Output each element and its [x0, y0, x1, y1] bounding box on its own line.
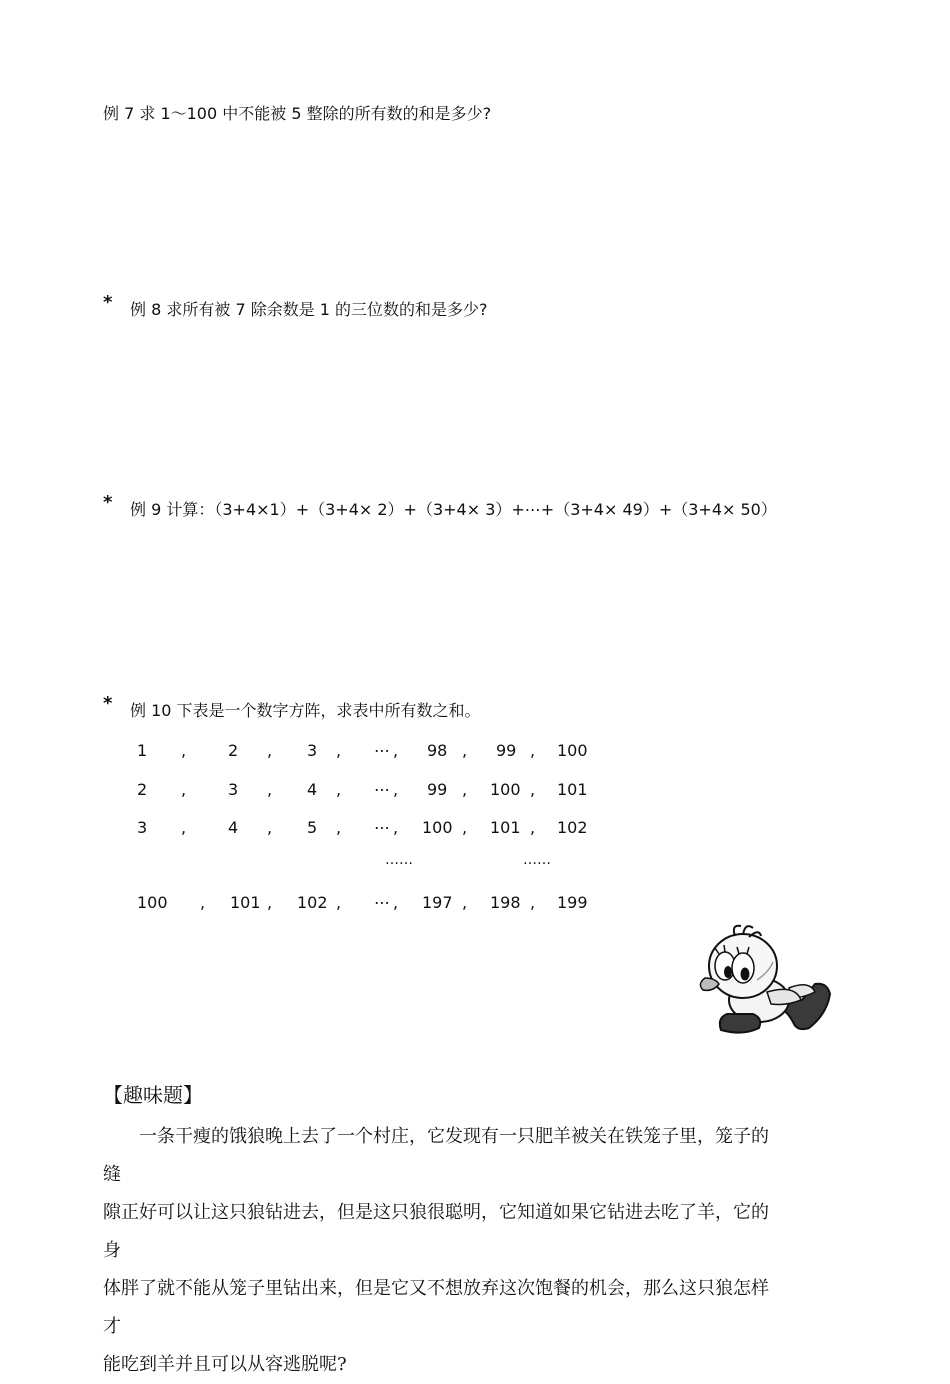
matrix-separator: ,: [393, 818, 399, 837]
example-9-text: 例 9 计算：（3+4×1）+（3+4× 2）+（3+4× 3）+⋯+（3+4× 49）+（3+4× 50）: [130, 500, 777, 519]
matrix-separator: ,: [393, 780, 399, 799]
matrix-separator: ,: [393, 893, 399, 912]
matrix-separator: ,: [267, 741, 273, 760]
matrix-separator: ,: [336, 780, 342, 799]
matrix-separator: ,: [462, 818, 468, 837]
matrix-cell: 4: [307, 780, 318, 799]
paragraph-line: 一条干瘦的饿狼晚上去了一个村庄，它发现有一只肥羊被关在铁笼子里，笼子的缝: [103, 1126, 769, 1185]
matrix-cell: ⋯: [374, 741, 390, 760]
matrix-separator: ,: [530, 780, 536, 799]
matrix-cell: 5: [307, 818, 318, 837]
matrix-cell: ⋯: [374, 780, 390, 799]
matrix-separator: ,: [462, 741, 468, 760]
matrix-ellipsis: ……: [523, 852, 551, 868]
matrix-cell: 100: [557, 741, 588, 760]
paragraph-line: 体胖了就不能从笼子里钻出来，但是它又不想放弃这次饱餐的机会，那么这只狼怎样才: [103, 1278, 769, 1337]
paragraph-line: 能吃到羊并且可以从容逃脱呢?: [103, 1354, 347, 1375]
matrix-separator: ,: [530, 741, 536, 760]
matrix-separator: ,: [530, 893, 536, 912]
matrix-cell: 101: [557, 780, 588, 799]
matrix-cell: 101: [490, 818, 521, 837]
star-marker-10: *: [103, 693, 113, 714]
matrix-separator: ,: [530, 818, 536, 837]
matrix-separator: ,: [200, 893, 206, 912]
matrix-cell: 2: [228, 741, 239, 760]
paragraph-line: 隙正好可以让这只狼钻进去，但是这只狼很聪明，它知道如果它钻进去吃了羊，它的身: [103, 1202, 769, 1261]
matrix-cell: 99: [427, 780, 448, 799]
matrix-separator: ,: [462, 893, 468, 912]
star-marker-9: *: [103, 492, 113, 513]
matrix-cell: 3: [228, 780, 239, 799]
matrix-separator: ,: [181, 818, 187, 837]
matrix-cell: 3: [137, 818, 148, 837]
star-marker-8: *: [103, 292, 113, 313]
matrix-cell: 3: [307, 741, 318, 760]
matrix-cell: 4: [228, 818, 239, 837]
matrix-separator: ,: [181, 741, 187, 760]
matrix-cell: 199: [557, 893, 588, 912]
fun-section-title: 【趣味题】: [103, 1083, 203, 1107]
matrix-separator: ,: [181, 780, 187, 799]
matrix-cell: 198: [490, 893, 521, 912]
matrix-cell: 197: [422, 893, 453, 912]
matrix-cell: 101: [230, 893, 261, 912]
matrix-separator: ,: [267, 780, 273, 799]
matrix-cell: 100: [137, 893, 168, 912]
example-10-text: 例 10 下表是一个数字方阵，求表中所有数之和。: [130, 701, 481, 720]
matrix-cell: 102: [297, 893, 328, 912]
matrix-cell: 102: [557, 818, 588, 837]
fun-section-paragraph: [103, 1118, 783, 1384]
matrix-cell: 100: [490, 780, 521, 799]
matrix-separator: ,: [336, 893, 342, 912]
matrix-ellipsis: ……: [385, 852, 413, 868]
example-7-text: 例 7 求 1～100 中不能被 5 整除的所有数的和是多少?: [103, 104, 492, 123]
matrix-separator: ,: [462, 780, 468, 799]
matrix-cell: 1: [137, 741, 148, 760]
matrix-cell: 2: [137, 780, 148, 799]
matrix-separator: ,: [267, 893, 273, 912]
matrix-cell: ⋯: [374, 893, 390, 912]
matrix-cell: 98: [427, 741, 448, 760]
example-8-text: 例 8 求所有被 7 除余数是 1 的三位数的和是多少?: [130, 300, 488, 319]
cartoon-bird-icon: [697, 922, 837, 1040]
matrix-cell: 99: [496, 741, 517, 760]
matrix-separator: ,: [267, 818, 273, 837]
matrix-separator: ,: [336, 818, 342, 837]
matrix-separator: ,: [393, 741, 399, 760]
matrix-cell: ⋯: [374, 818, 390, 837]
matrix-separator: ,: [336, 741, 342, 760]
matrix-cell: 100: [422, 818, 453, 837]
